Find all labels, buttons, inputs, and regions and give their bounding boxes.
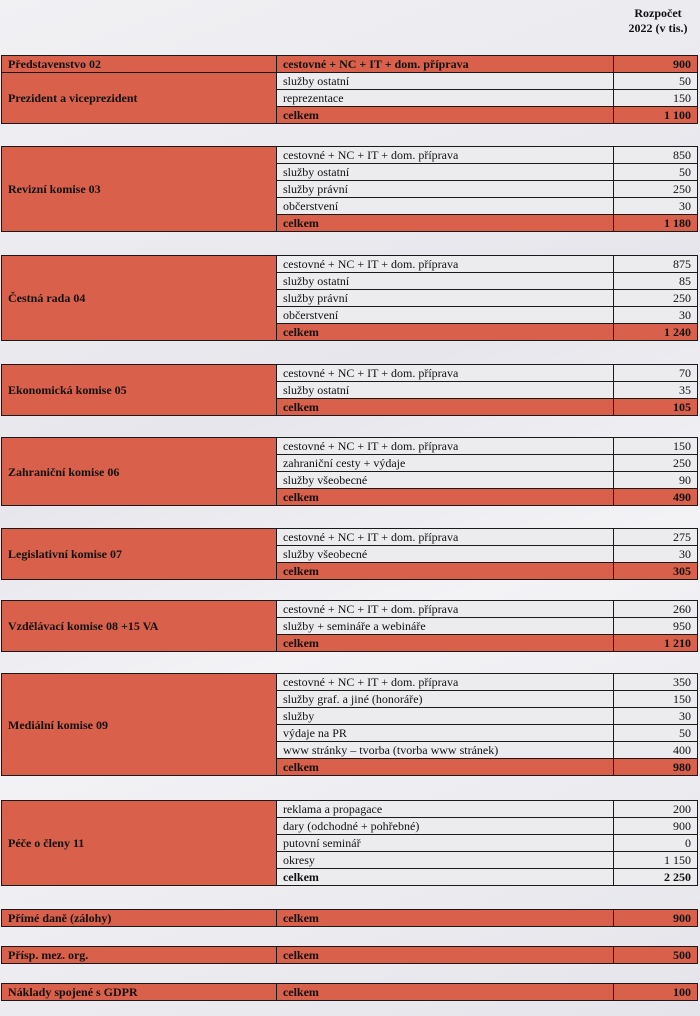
item-label: výdaje na PR [276, 725, 613, 742]
group-name: Zahraniční komise 06 [2, 438, 277, 506]
table-row [2, 601, 698, 618]
table-row [2, 256, 698, 273]
budget-group-table [1, 364, 698, 416]
item-value: 150 [613, 90, 697, 107]
item-value: 0 [613, 835, 697, 852]
group-name: Představenstvo 02 [2, 56, 277, 73]
item-label: celkem [276, 635, 613, 652]
item-value: 980 [613, 759, 697, 776]
item-label: občerstvení [276, 198, 613, 215]
item-label: www stránky – tvorba (tvorba www stránek) [276, 742, 613, 759]
item-label: celkem [276, 759, 613, 776]
item-value: 500 [613, 947, 697, 964]
item-value: 250 [613, 181, 697, 198]
group-name: Vzdělávací komise 08 +15 VA [2, 601, 277, 652]
item-value: 400 [613, 742, 697, 759]
group-name: Přímé daně (zálohy) [2, 910, 277, 927]
item-label: služby právní [276, 290, 613, 307]
item-label: celkem [276, 489, 613, 506]
group-name: Péče o členy 11 [2, 801, 277, 886]
group-name: Čestná rada 04 [2, 256, 277, 341]
item-value: 1 210 [613, 635, 697, 652]
item-value: 100 [613, 984, 697, 1001]
item-value: 900 [613, 910, 697, 927]
item-label: celkem [276, 107, 613, 124]
item-label: služby ostatní [276, 273, 613, 290]
item-value: 30 [613, 198, 697, 215]
item-value: 950 [613, 618, 697, 635]
item-label: služby všeobecné [276, 472, 613, 489]
budget-group-table [1, 55, 698, 124]
item-value: 350 [613, 674, 697, 691]
item-label: dary (odchodné + pohřebné) [276, 818, 613, 835]
item-value: 30 [613, 708, 697, 725]
table-row [2, 365, 698, 382]
table-row [2, 947, 698, 964]
item-label: celkem [276, 563, 613, 580]
table-row [2, 147, 698, 164]
item-label: cestovné + NC + IT + dom. příprava [276, 56, 613, 73]
item-value: 150 [613, 438, 697, 455]
budget-group-table [1, 909, 698, 927]
item-label: reprezentace [276, 90, 613, 107]
group-name: Revizní komise 03 [2, 147, 277, 232]
item-value: 900 [613, 818, 697, 835]
item-value: 1 180 [613, 215, 697, 232]
item-value: 90 [613, 472, 697, 489]
item-label: putovní seminář [276, 835, 613, 852]
item-label: reklama a propagace [276, 801, 613, 818]
table-row [2, 674, 698, 691]
item-label: cestovné + NC + IT + dom. příprava [276, 529, 613, 546]
budget-group-table [1, 800, 698, 886]
item-value: 2 250 [613, 869, 697, 886]
budget-group-table [1, 255, 698, 341]
item-label: služby [276, 708, 613, 725]
item-value: 105 [613, 399, 697, 416]
budget-column-header [616, 6, 700, 36]
item-value: 50 [613, 164, 697, 181]
group-name: Prezident a viceprezident [2, 73, 277, 124]
item-label: cestovné + NC + IT + dom. příprava [276, 147, 613, 164]
item-label: služby ostatní [276, 164, 613, 181]
budget-group-table [1, 600, 698, 652]
item-value: 850 [613, 147, 697, 164]
table-row [2, 984, 698, 1001]
item-value: 260 [613, 601, 697, 618]
budget-group-table [1, 437, 698, 506]
table-row [2, 801, 698, 818]
item-value: 1 100 [613, 107, 697, 124]
table-row [2, 529, 698, 546]
item-value: 30 [613, 546, 697, 563]
item-label: služby graf. a jiné (honoráře) [276, 691, 613, 708]
header-line-2: 2022 (v tis.) [628, 21, 688, 35]
item-value: 1 150 [613, 852, 697, 869]
group-name: Ekonomická komise 05 [2, 365, 277, 416]
item-label: celkem [276, 910, 613, 927]
item-label: celkem [276, 215, 613, 232]
item-label: občerstvení [276, 307, 613, 324]
header-line-1: Rozpočet [634, 6, 682, 20]
item-label: služby ostatní [276, 73, 613, 90]
item-label: cestovné + NC + IT + dom. příprava [276, 256, 613, 273]
item-value: 250 [613, 290, 697, 307]
table-row [2, 910, 698, 927]
item-label: celkem [276, 399, 613, 416]
item-value: 275 [613, 529, 697, 546]
item-value: 70 [613, 365, 697, 382]
budget-group-table [1, 983, 698, 1001]
item-value: 50 [613, 725, 697, 742]
item-label: cestovné + NC + IT + dom. příprava [276, 674, 613, 691]
table-row [2, 73, 698, 90]
item-value: 250 [613, 455, 697, 472]
item-label: celkem [276, 947, 613, 964]
item-label: služby právní [276, 181, 613, 198]
item-label: cestovné + NC + IT + dom. příprava [276, 438, 613, 455]
item-label: celkem [276, 324, 613, 341]
item-label: cestovné + NC + IT + dom. příprava [276, 365, 613, 382]
item-value: 1 240 [613, 324, 697, 341]
budget-group-table [1, 146, 698, 232]
item-value: 200 [613, 801, 697, 818]
item-label: služby + semináře a webináře [276, 618, 613, 635]
item-label: zahraniční cesty + výdaje [276, 455, 613, 472]
item-value: 85 [613, 273, 697, 290]
item-value: 875 [613, 256, 697, 273]
item-value: 900 [613, 56, 697, 73]
budget-group-table [1, 946, 698, 964]
group-name: Mediální komise 09 [2, 674, 277, 776]
group-name: Legislativní komise 07 [2, 529, 277, 580]
item-value: 490 [613, 489, 697, 506]
item-value: 35 [613, 382, 697, 399]
table-row [2, 438, 698, 455]
group-name: Náklady spojené s GDPR [2, 984, 277, 1001]
item-label: cestovné + NC + IT + dom. příprava [276, 601, 613, 618]
item-label: služby ostatní [276, 382, 613, 399]
item-value: 50 [613, 73, 697, 90]
item-label: okresy [276, 852, 613, 869]
group-name: Přísp. mez. org. [2, 947, 277, 964]
item-value: 150 [613, 691, 697, 708]
item-value: 305 [613, 563, 697, 580]
budget-group-table [1, 673, 698, 776]
item-label: celkem [276, 869, 613, 886]
item-value: 30 [613, 307, 697, 324]
item-label: celkem [276, 984, 613, 1001]
table-row [2, 56, 698, 73]
item-label: služby všeobecné [276, 546, 613, 563]
budget-group-table [1, 528, 698, 580]
